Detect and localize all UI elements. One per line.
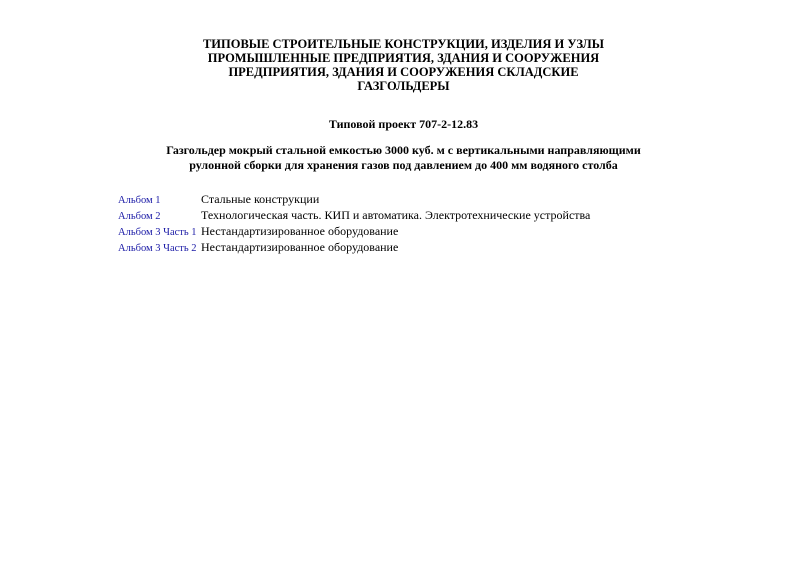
album-description: Технологическая часть. КИП и автоматика. Электротехнические устройства	[201, 208, 591, 222]
album-row	[118, 224, 718, 240]
album-description: Нестандартизированное оборудование	[201, 240, 399, 254]
header-line-series: ТИПОВЫЕ СТРОИТЕЛЬНЫЕ КОНСТРУКЦИИ, ИЗДЕЛИЯ И УЗЛЫ	[202, 37, 605, 51]
album-1-link[interactable]: Альбом 1	[118, 195, 161, 206]
project-title-line: рулонной сборки для хранения газов под давлением до 400 мм водяного столба	[189, 157, 618, 172]
album-3-part-1-link[interactable]: Альбом 3 Часть 1	[118, 227, 197, 238]
header-line-category: ПРЕДПРИЯТИЯ, ЗДАНИЯ И СООРУЖЕНИЯ СКЛАДСКИЕ	[228, 65, 579, 79]
header-line-type: ГАЗГОЛЬДЕРЫ	[357, 79, 450, 93]
header-line-industry: ПРОМЫШЛЕННЫЕ ПРЕДПРИЯТИЯ, ЗДАНИЯ И СООРУЖЕНИЯ	[207, 51, 600, 65]
album-row	[118, 240, 718, 256]
project-title-line: Газгольдер мокрый стальной емкостью 3000 куб. м с вертикальными направляющими	[166, 143, 641, 157]
document-header	[0, 37, 807, 93]
album-row	[118, 208, 718, 224]
album-row	[118, 192, 718, 208]
album-2-link[interactable]: Альбом 2	[118, 211, 161, 222]
project-title	[0, 143, 807, 172]
album-list	[118, 192, 718, 256]
album-description: Нестандартизированное оборудование	[201, 224, 399, 238]
project-number: Типовой проект 707-2-12.83	[328, 117, 479, 131]
album-description: Стальные конструкции	[201, 192, 320, 206]
album-3-part-2-link[interactable]: Альбом 3 Часть 2	[118, 243, 197, 254]
